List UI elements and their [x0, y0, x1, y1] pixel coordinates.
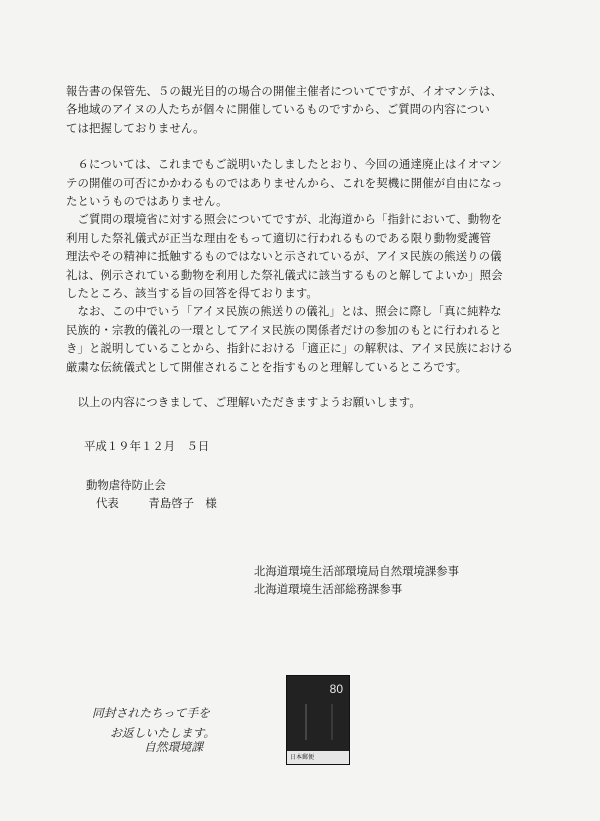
handwritten-note [92, 703, 215, 757]
recipient-block [86, 476, 243, 512]
stamp-image-icon [305, 704, 333, 740]
handnote-line-3: 自然環境課 [144, 740, 203, 754]
handnote-line-2: お返しいたします。 [110, 726, 216, 740]
paragraph-4: なお、この中でいう「アイヌ民族の熊送りの儀礼」とは、照会に際し「真に純粋な 民族的・宗教的儀礼の一環としてアイヌ民族の関係者だけの参加のもとに行われると き」と説明していることから、指針における「適正に」の解釈は、アイヌ民族における 厳粛な伝統儀式として開催されることを指すものと理解しているところです。 [66, 304, 514, 374]
paragraph-1: 報告書の保管先、５の観光目的の場合の開催主催者についてですが、イオマンテは、 各地域のアイヌの人たちが個々に開催しているものですから、ご質問の内容につい ては把握しておりません。 [66, 84, 503, 135]
sender-block [254, 562, 459, 598]
postage-stamp [286, 675, 350, 765]
paragraph-2: ６については、これまでもご説明いたしましたとおり、今回の通達廃止はイオマン テの開催の可否にかかわるものではありませんから、これを契機に開催が自由になっ たというものではありません。 [66, 157, 503, 209]
stamp-value: 80 [329, 682, 343, 696]
sender-line-2: 北海道環境生活部総務課参事 [254, 582, 403, 596]
handnote-line-1: 同封されたちって手を [92, 706, 210, 720]
letter-date: 平成１９年１２月 ５日 [84, 439, 210, 453]
closing-paragraph: 以上の内容につきまして、ご理解いただきますようお願いします。 [66, 395, 421, 410]
recipient-org: 動物虐待防止会 [86, 478, 166, 492]
sender-line-1: 北海道環境生活部環境局自然環境課参事 [254, 564, 460, 578]
recipient-line [86, 494, 243, 512]
recipient-name: 青島啓子 様 [148, 496, 217, 510]
letter-body [66, 82, 536, 412]
stamp-footer: 日本郵便 [287, 751, 349, 764]
paragraph-3: ご質問の環境省に対する照会についてですが、北海道から「指針において、動物を 利用した祭礼儀式が正当な理由をもって適切に行われるものである限り動物愛護管 理法やその精神に抵触するものではないと示されているが、アイヌ民族の熊送りの儀 礼は、例示されている動物を利用した祭礼儀式に該当するものと解してよいか」照会 したところ、該当する旨の回答を得ております。 [66, 212, 503, 301]
recipient-title: 代表 [96, 496, 119, 510]
